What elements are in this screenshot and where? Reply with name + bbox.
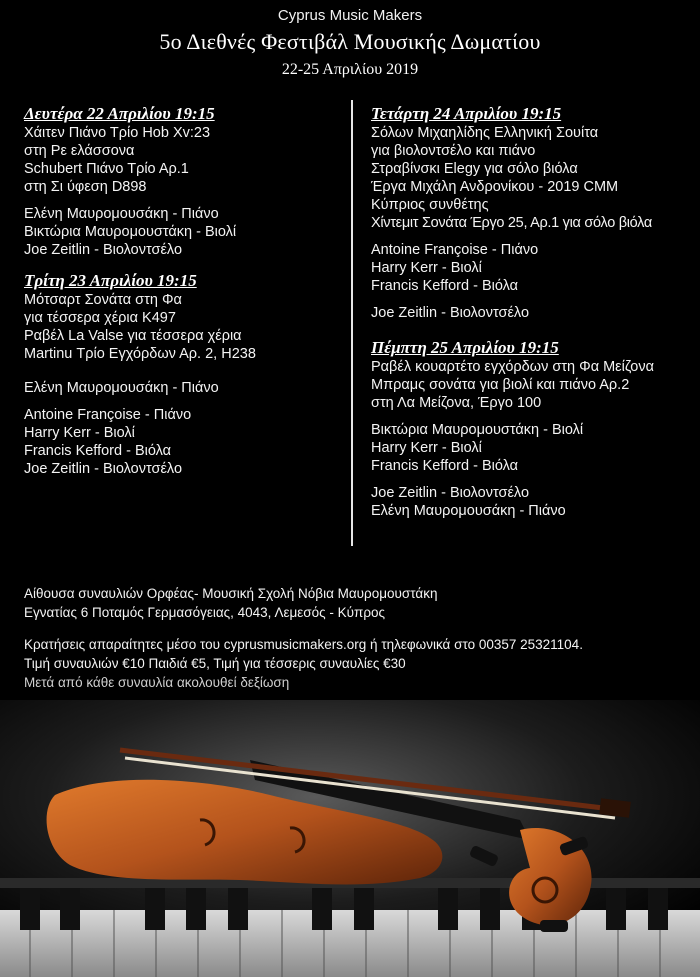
performer-line: Harry Kerr - Βιολί (371, 260, 482, 276)
poster-header (0, 0, 700, 79)
performer-line: Βικτώρια Μαυρομουστάκη - Βιολί (24, 224, 237, 240)
performer-line: Joe Zeitlin - Βιολοντσέλο (24, 461, 183, 477)
left-column (24, 104, 344, 478)
concert-day-heading: Τετάρτη 24 Απριλίου 19:15 (371, 104, 562, 123)
program-line: στη Σι ύφεση D898 (24, 179, 147, 195)
performer-line: Ελένη Μαυρομουσάκη - Πιάνο (371, 503, 566, 519)
venue-hall: Αίθουσα συναυλιών Ορφέας- Μουσική Σχολή Νόβια Μαυρομουστάκη (24, 586, 438, 601)
performer-line: Harry Kerr - Βιολί (24, 425, 135, 441)
column-divider (351, 100, 353, 546)
violin-on-piano-illustration (0, 700, 700, 977)
performer-line: Antoine Françoise - Πιάνο (24, 407, 192, 423)
program-line: Martinu Τρίο Εγχόρδων Αρ. 2, H238 (24, 346, 256, 362)
performer-line: Francis Kefford - Βιόλα (24, 443, 172, 459)
performer-line: Antoine Françoise - Πιάνο (371, 242, 539, 258)
concert-wednesday (371, 104, 696, 322)
program-line: στη Λα Μείζονα, Έργο 100 (371, 395, 542, 411)
performer-line: Ελένη Μαυρομουσάκη - Πιάνο (24, 380, 219, 396)
concert-tuesday (24, 271, 344, 478)
program-line: Χίντεμιτ Σονάτα Έργο 25, Αρ.1 για σόλο βιόλα (371, 215, 652, 231)
program-line: Μότσαρτ Σονάτα στη Φα (24, 292, 182, 308)
program-line: για βιολοντσέλο και πιάνο (371, 143, 536, 159)
program-line: Έργα Μιχάλη Ανδρονίκου - 2019 CMM (371, 179, 619, 195)
program-line: Ραβέλ La Valse για τέσσερα χέρια (24, 328, 242, 344)
program-line: Χάιτεν Πιάνο Τρίο Hob Xv:23 (24, 125, 211, 141)
program-line: Schubert Πιάνο Τρίο Αρ.1 (24, 161, 189, 177)
organizer-name: Cyprus Music Makers (277, 7, 423, 24)
venue-address: Εγνατίας 6 Ποταμός Γερμασόγειας, 4043, Λεμεσός - Κύπρος (24, 605, 386, 620)
concert-monday (24, 104, 344, 259)
concert-thursday (371, 338, 696, 520)
concert-day-heading: Πέμπτη 25 Απριλίου 19:15 (371, 338, 559, 357)
festival-dates: 22-25 Απριλίου 2019 (281, 61, 419, 78)
reception-note: Μετά από κάθε συναυλία ακολουθεί δεξίωση (24, 675, 290, 690)
performer-line: Joe Zeitlin - Βιολοντσέλο (24, 242, 183, 258)
violin-piano-photo (0, 700, 700, 977)
performer-line: Βικτώρια Μαυρομουστάκη - Βιολί (371, 422, 584, 438)
performer-line: Harry Kerr - Βιολί (371, 440, 482, 456)
program-line: Μπραμς σονάτα για βιολί και πιάνο Αρ.2 (371, 377, 630, 393)
concert-day-heading: Δευτέρα 22 Απριλίου 19:15 (24, 104, 215, 123)
program-line: Σόλων Μιχαηλίδης Ελληνική Σουίτα (371, 125, 599, 141)
performer-line: Francis Kefford - Βιόλα (371, 278, 519, 294)
program-line: Κύπριος συνθέτης (371, 197, 489, 213)
program-line: για τέσσερα χέρια K497 (24, 310, 176, 326)
performer-line: Joe Zeitlin - Βιολοντσέλο (371, 485, 530, 501)
concert-day-heading: Τρίτη 23 Απριλίου 19:15 (24, 271, 197, 290)
performer-line: Joe Zeitlin - Βιολοντσέλο (371, 305, 530, 321)
ticket-prices: Τιμή συναυλιών €10 Παιδιά €5, Τιμή για τέσσερις συναυλίες €30 (24, 656, 406, 671)
program-line: Ραβέλ κουαρτέτο εγχόρδων στη Φα Μείζονα (371, 359, 654, 375)
booking-info: Κρατήσεις απαραίτητες μέσο του cyprusmusicmakers.org ή τηλεφωνικά στο 00357 25321104. (24, 637, 583, 652)
right-column (371, 104, 696, 520)
performer-line: Ελένη Μαυρομουσάκη - Πιάνο (24, 206, 219, 222)
program-line: στη Ρε ελάσσονα (24, 143, 135, 159)
program-line: Στραβίνσκι Elegy για σόλο βιόλα (371, 161, 578, 177)
performer-line: Francis Kefford - Βιόλα (371, 458, 519, 474)
festival-title: 5ο Διεθνές Φεστιβάλ Μουσικής Δωματίου (159, 29, 541, 54)
venue-info (24, 584, 684, 692)
